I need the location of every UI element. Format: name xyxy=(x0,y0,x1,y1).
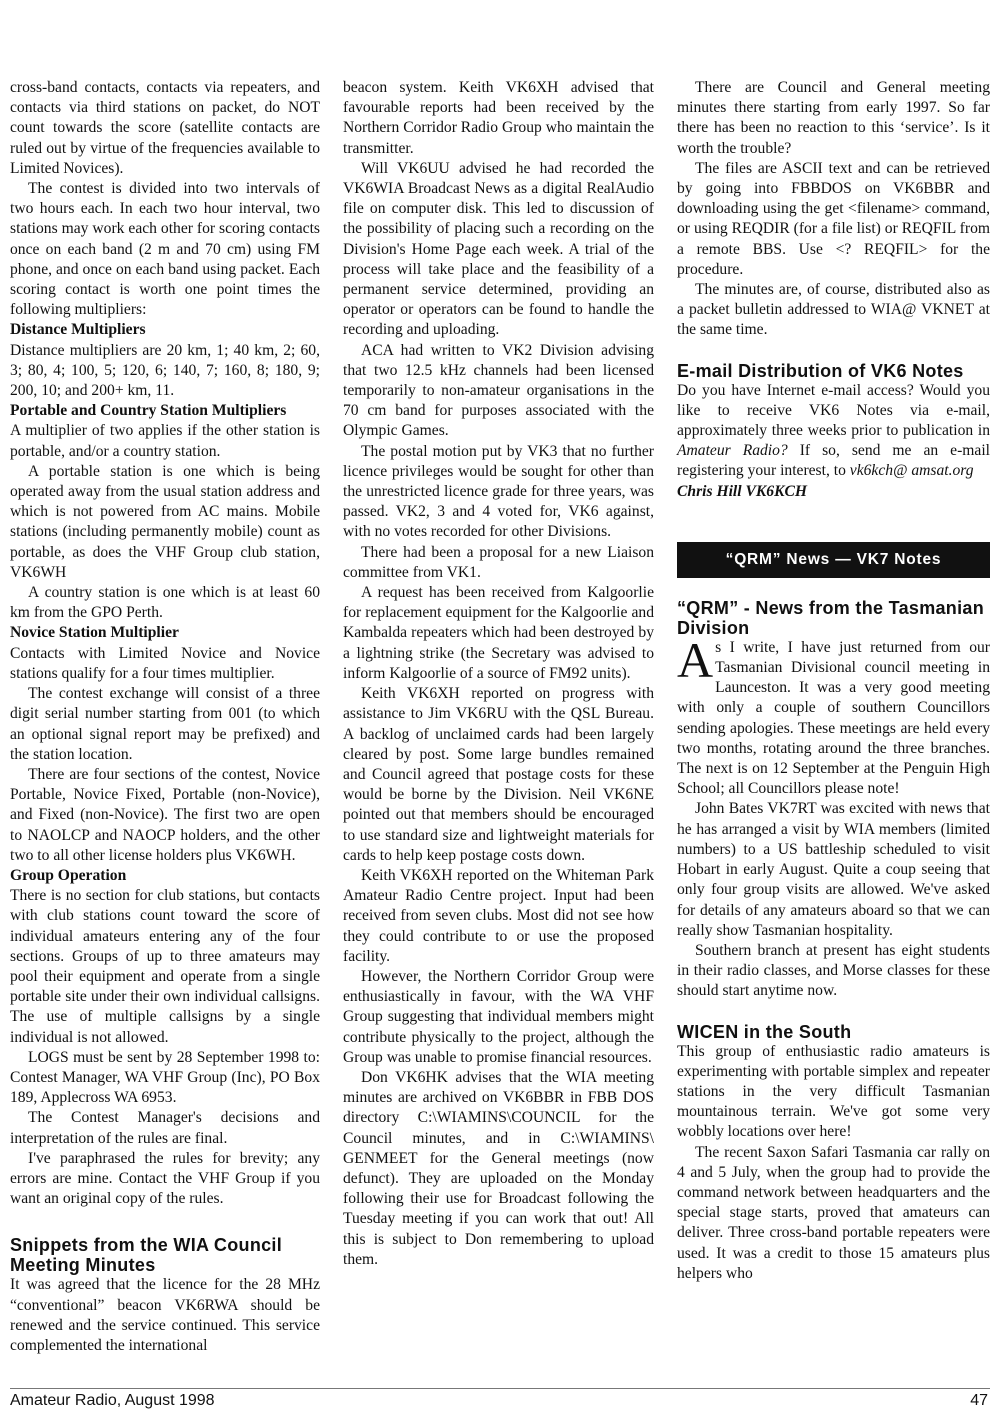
page-number: 47 xyxy=(970,1392,988,1409)
paragraph: This group of enthusiastic radio amateurs is experimenting with portable simplex and repeater stations in the very difficult Tasmanian mountainous terrain. We've got some very wobbly locations over here! xyxy=(677,1042,990,1141)
column-2 xyxy=(343,78,654,1270)
paragraph: However, the Northern Corridor Group were enthusiastically in favour, with the WA VHF Group suggesting that individual members might contribute physically to the project, although the Group was unable to promise financial resources. xyxy=(343,967,654,1066)
paragraph: The Contest Manager's decisions and interpretation of the rules are final. xyxy=(10,1109,320,1147)
paragraph: There are four sections of the contest, Novice Portable, Novice Fixed, Portable (non-Novice), and Fixed (non-Novice). The first two are open to NAOLCP and NAOCP holders, and the other two to all other license holders plus VK6WH. xyxy=(10,765,320,864)
paragraph: Distance multipliers are 20 km, 1; 40 km, 2; 60, 3; 80, 4; 100, 5; 120, 6; 140, 7; 160, 8; 180, 9; 200, 10; and 200+ km, 11. xyxy=(10,341,320,400)
signature: Chris Hill VK6KCH xyxy=(677,482,807,500)
heading-qrm-news: “QRM” - News from the Tasmanian Division xyxy=(677,597,985,638)
paragraph: It was agreed that the licence for the 28 MHz “conventional” beacon VK6RWA should be renewed and the service continued. This service complemented the international xyxy=(10,1276,320,1354)
paragraph: The contest is divided into two intervals of two hours each. In each two hour interval, two stations may work each other for scoring contacts once on each band (2 m and 70 cm) using FM phone, and once on each band using packet. Each scoring contact is worth one point times the following multipliers: xyxy=(10,180,320,319)
subheading-portable-country: Portable and Country Station Multipliers xyxy=(10,402,287,420)
paragraph: beacon system. Keith VK6XH advised that favourable reports had been received by the Northern Corridor Radio Group who maintain the transmitter. xyxy=(343,79,654,157)
paragraph: The minutes are, of course, distributed also as a packet bulletin addressed to WIA@ VKNET at the same time. xyxy=(677,281,990,339)
footer-divider xyxy=(10,1388,990,1389)
text: Do you have Internet e-mail access? Would you like to receive VK6 Notes via e-mail, approximately three weeks prior to publication in xyxy=(677,381,990,440)
paragraph: The contest exchange will consist of a three digit serial number starting from 001 (to which an optional signal report may be prefixed) and the station location. xyxy=(10,685,320,763)
column-3 xyxy=(677,78,990,1284)
heading-email-distribution: E-mail Distribution of VK6 Notes xyxy=(677,360,964,381)
paragraph: A country station is one which is at least 60 km from the GPO Perth. xyxy=(10,584,320,622)
heading-wicen: WICEN in the South xyxy=(677,1021,852,1042)
paragraph: John Bates VK7RT was excited with news that he has arranged a visit by WIA members (limited numbers) to a US battleship scheduled to visit Hobart in early August. Quite a coup seeing that only four group visits are allowed. We've asked for details of any amateurs aboard so that we can really show Tasmanian hospitality. xyxy=(677,800,990,939)
paragraph-intro xyxy=(677,631,990,800)
paragraph: LOGS must be sent by 28 September 1998 to: Contest Manager, WA VHF Group (Inc), PO Box 189, Applecross WA 6953. xyxy=(10,1048,320,1107)
magazine-title: Amateur Radio? xyxy=(677,442,788,460)
paragraph: There are Council and General meeting minutes there starting from early 1997. So far there has been no reaction to this ‘service’. Is it worth the trouble? xyxy=(677,79,990,157)
paragraph: Don VK6HK advises that the WIA meeting minutes are archived on VK6BBR in FBB DOS directory C:\WIAMINS\COUNCIL for the Council minutes, and in C:\WIAMINS\ GENMEET for the General meetings (now defunct). They are uploaded on the Monday following their use for Broadcast following the Tuesday meeting if you can work that out! All this is subject to Don remembering to upload them. xyxy=(343,1068,654,1268)
paragraph: A multiplier of two applies if the other station is portable, and/or a country station. xyxy=(10,422,320,460)
paragraph: ACA had written to VK2 Division advising that two 12.5 kHz channels had been licensed temporarily to non-amateur organisations in the 70 cm band for purposes associated with the Olympic Games. xyxy=(343,341,654,440)
text: If so, send me an e-mail registering your interest, to xyxy=(677,442,990,480)
text: s I write, I have just returned from our Tasmanian Divisional council meeting in Launceston. It was a very good meeting with only a couple of southern Councillors sending apologies. These meetings are held every two months, rotating around the three branches. The next is on 12 September at the Penguin High School; all Councillors please note! xyxy=(677,638,990,798)
paragraph: cross-band contacts, contacts via repeaters, and contacts via third stations on packet, do NOT count towards the score (satellite contacts are ruled out by virtue of the frequencies available to Limited Novices). xyxy=(10,79,320,177)
paragraph: There had been a proposal for a new Liaison committee from VK1. xyxy=(343,543,654,581)
paragraph: A portable station is one which is being operated away from the usual station address and which is not powered from AC mains. Mobile stations (including permanently mobile) count as portable, as does the VHF Group club station, VK6WH xyxy=(10,462,320,581)
heading-snippets: Snippets from the WIA Council Meeting Minutes xyxy=(10,1235,283,1276)
subheading-novice-multiplier: Novice Station Multiplier xyxy=(10,624,179,642)
paragraph: I've paraphrased the rules for brevity; any errors are mine. Contact the VHF Group if you want an original copy of the rules. xyxy=(10,1149,320,1208)
drop-cap: A xyxy=(677,631,714,688)
paragraph: There is no section for club stations, but contacts with club stations count toward the score of individual amateurs entering any of the four sections. Groups of up to three amateurs may pool their equipment and operate from a single portable site under their own individual callsigns. The use of multiple callsigns by a single individual is not allowed. xyxy=(10,887,320,1046)
subheading-group-operation: Group Operation xyxy=(10,866,127,884)
email-address: vk6kch@ amsat.org xyxy=(849,462,974,480)
paragraph: Contacts with Limited Novice and Novice stations qualify for a four times multiplier. xyxy=(10,644,320,682)
subheading-distance-multipliers: Distance Multipliers xyxy=(10,321,146,339)
paragraph: The postal motion put by VK3 that no further licence privileges would be sought for other than the unrestricted licence grade for three years, was passed. VK2, 3 and 4 voted for, VK6 against, with no votes recorded for other Divisions. xyxy=(343,442,654,541)
paragraph: A request has been received from Kalgoorlie for replacement equipment for the Kalgoorlie and Kambalda repeaters which had been destroyed by a lightning strike (the Secretary was advised to inform Kalgoorlie of a source of FM92 units). xyxy=(343,584,654,682)
paragraph: Southern branch at present has eight students in their radio classes, and Morse classes for these should start anytime now. xyxy=(677,941,990,1000)
paragraph-email xyxy=(677,381,990,482)
footer-publication: Amateur Radio, August 1998 xyxy=(10,1392,215,1409)
paragraph: Will VK6UU advised he had recorded the VK6WIA Broadcast News as a digital RealAudio file on computer disk. This led to discussion of the possibility of placing such a recording on the Division's Home Page each week. A trial of the process will take place and the feasibility of a permanent service determined, providing an operator or operators can be found to handle the recording and uploading. xyxy=(343,159,654,339)
column-1 xyxy=(10,78,320,1356)
section-banner: “QRM” News — VK7 Notes xyxy=(677,542,990,578)
paragraph: The recent Saxon Safari Tasmania car rally on 4 and 5 July, when the group had to provide the command network between headquarters and the special stage starts, proved that amateurs can deliver. Three cross-band portable repeaters were used. It was a credit to those 15 amateurs plus helpers who xyxy=(677,1143,990,1282)
paragraph: Keith VK6XH reported on progress with assistance to Jim VK6RU with the QSL Bureau. A backlog of unclaimed cards had been largely cleared by post. Some large bundles remained and Council agreed that postage costs for these would be borne by the Division. Neil VK6NE pointed out that members should be encouraged to use standard size and lightweight materials for cards to help keep postage costs down. xyxy=(343,685,654,864)
paragraph: Keith VK6XH reported on the Whiteman Park Amateur Radio Centre project. Input had been received from seven clubs. Most did not see how they could contribute to or use the proposed facility. xyxy=(343,866,654,965)
paragraph: The files are ASCII text and can be retrieved by going into FBBDOS on VK6BBR and downloading using the get <filename> command, or using REQDIR (for a file list) or REQFIL from a remote BBS. Use <? REQFIL> for the procedure. xyxy=(677,159,990,278)
